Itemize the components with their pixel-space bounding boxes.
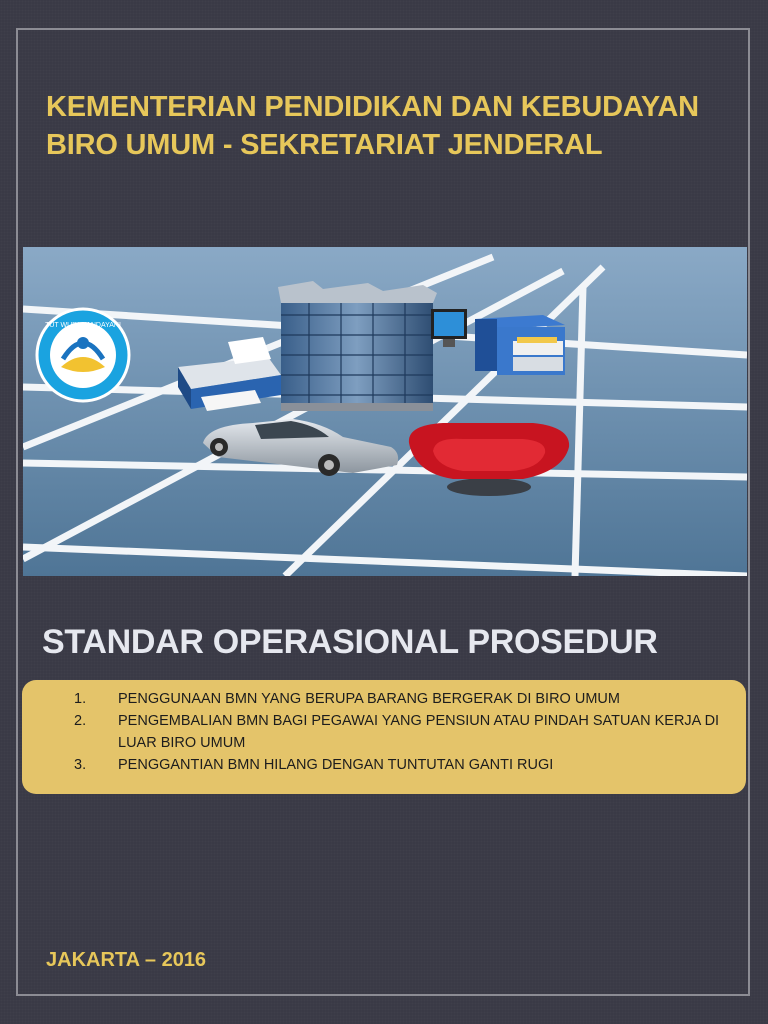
bureau-name: BIRO UMUM - SEKRETARIAT JENDERAL (46, 129, 603, 161)
list-item-text: PENGGUNAAN BMN YANG BERUPA BARANG BERGERAK DI BIRO UMUM (118, 691, 620, 707)
list-item (22, 710, 726, 754)
procedure-list-box (22, 680, 746, 794)
logo-motto: TUT WURI HANDAYANI (45, 322, 121, 329)
procedure-list (22, 688, 726, 776)
ministry-name: KEMENTERIAN PENDIDIKAN DAN KEBUDAYAN (46, 91, 699, 123)
publication-place-year: JAKARTA – 2016 (46, 949, 207, 971)
list-item-number: 2. (74, 713, 87, 729)
list-item (22, 688, 726, 710)
document-title: STANDAR OPERASIONAL PROSEDUR (42, 623, 658, 661)
list-item-text: PENGGANTIAN BMN HILANG DENGAN TUNTUTAN GANTI RUGI (118, 757, 554, 773)
cover-banner-image (23, 247, 747, 576)
filing-cabinet-icon (475, 315, 565, 375)
list-item-text: PENGEMBALIAN BMN BAGI PEGAWAI YANG PENSIUN ATAU PINDAH SATUAN KERJA DI LUAR BIRO UMUM (118, 713, 720, 751)
list-item-number: 3. (74, 757, 87, 773)
list-item (22, 754, 726, 776)
tut-wuri-handayani-logo (37, 309, 129, 401)
organization-header (46, 88, 699, 164)
building-icon (278, 281, 437, 411)
list-item-number: 1. (74, 691, 87, 707)
